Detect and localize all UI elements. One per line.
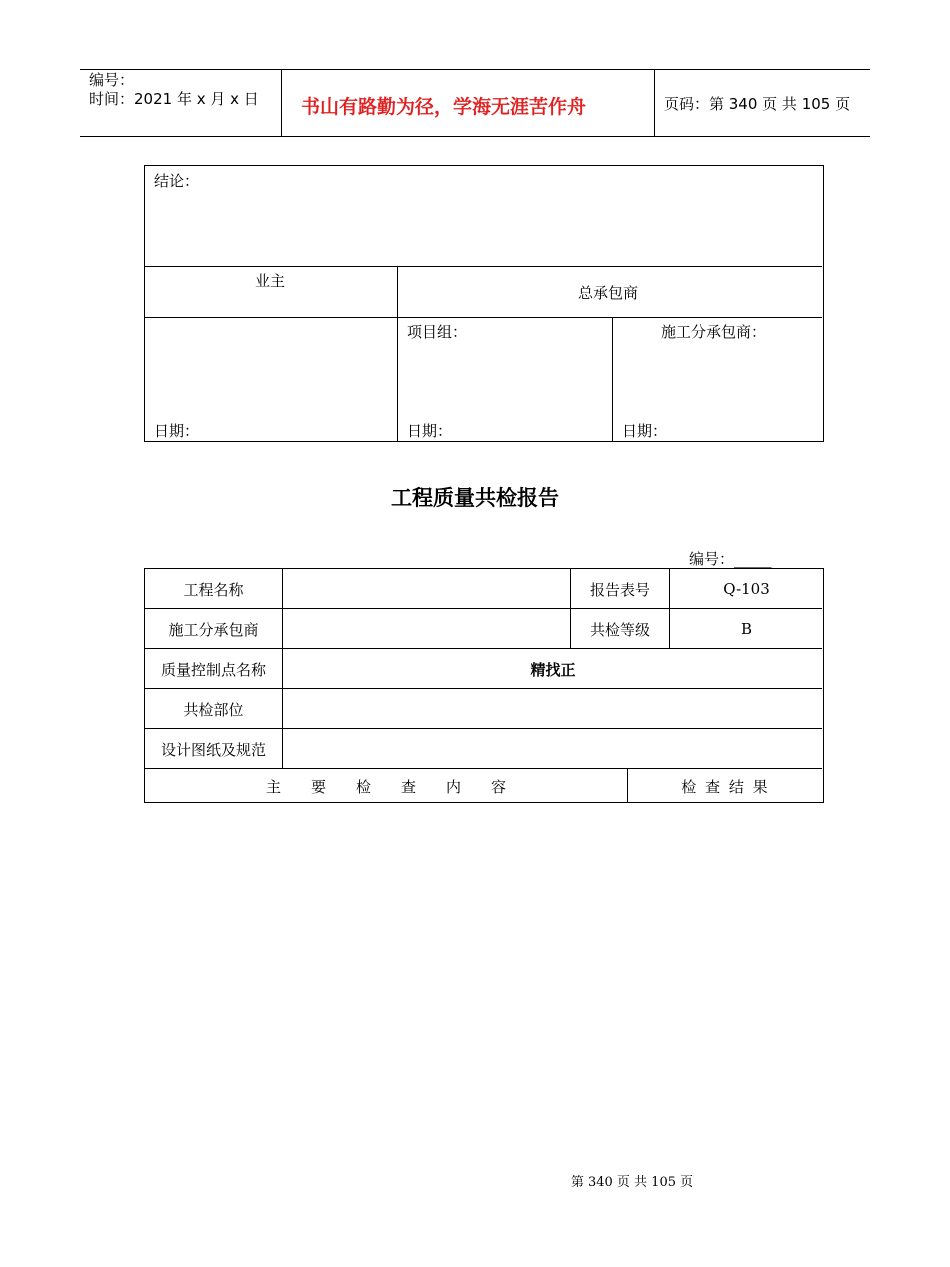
header-serial-label: 编号：: [89, 71, 135, 89]
inspection-part-label: 共检部位: [183, 700, 244, 719]
header-date-line: 时间：2021 年 x 月 x 日: [89, 90, 259, 108]
header-motto: 书山有路勤为径，学海无涯苦作舟: [301, 96, 587, 118]
report-no-value: Q-103: [723, 580, 770, 598]
general-contractor-label: 总承包商: [578, 284, 639, 302]
owner-label: 业主: [255, 272, 286, 290]
main-content-header: 主 要 检 查 内 容: [265, 777, 506, 796]
sig-col-divider-2: [612, 317, 613, 441]
header-divider-right: [654, 69, 655, 136]
report-no-label: 报告表号: [589, 580, 650, 599]
header-top-rule: [80, 69, 870, 70]
subcontractor-value: [283, 609, 570, 649]
control-point-label: 质量控制点名称: [160, 660, 266, 679]
drawings-value: [283, 729, 823, 769]
inspection-level-value: B: [740, 620, 753, 638]
drawings-label: 设计图纸及规范: [160, 740, 266, 759]
sig-col-divider-1: [397, 266, 398, 441]
subcontractor-sign-label: 施工分承包商：: [661, 323, 767, 341]
project-name-label: 工程名称: [183, 580, 244, 599]
team-date-label: 日期：: [407, 422, 453, 440]
header-page-info: 页码：第 340 页 共 105 页: [664, 95, 851, 113]
result-header: 检 查 结 果: [681, 777, 770, 796]
project-team-label: 项目组：: [407, 323, 468, 341]
sig-row-divider-1: [145, 266, 822, 267]
owner-date-label: 日期：: [154, 422, 200, 440]
footer-page-number: 第 340 页 共 105 页: [570, 1175, 694, 1190]
report-serial-label: 编号：_____: [689, 550, 772, 568]
report-table: [144, 568, 824, 803]
header-divider-left: [281, 69, 282, 136]
conclusion-label: 结论：: [154, 172, 200, 190]
sub-date-label: 日期：: [622, 422, 668, 440]
report-title: 工程质量共检报告: [391, 486, 559, 510]
control-point-value: 精找正: [530, 660, 576, 679]
inspection-part-value: [283, 689, 823, 729]
project-name-value: [283, 569, 570, 609]
signature-table: [144, 165, 824, 442]
subcontractor-label: 施工分承包商: [168, 620, 259, 639]
header-bottom-rule: [80, 136, 870, 137]
sig-row-divider-2: [145, 317, 822, 318]
inspection-level-label: 共检等级: [589, 620, 650, 639]
